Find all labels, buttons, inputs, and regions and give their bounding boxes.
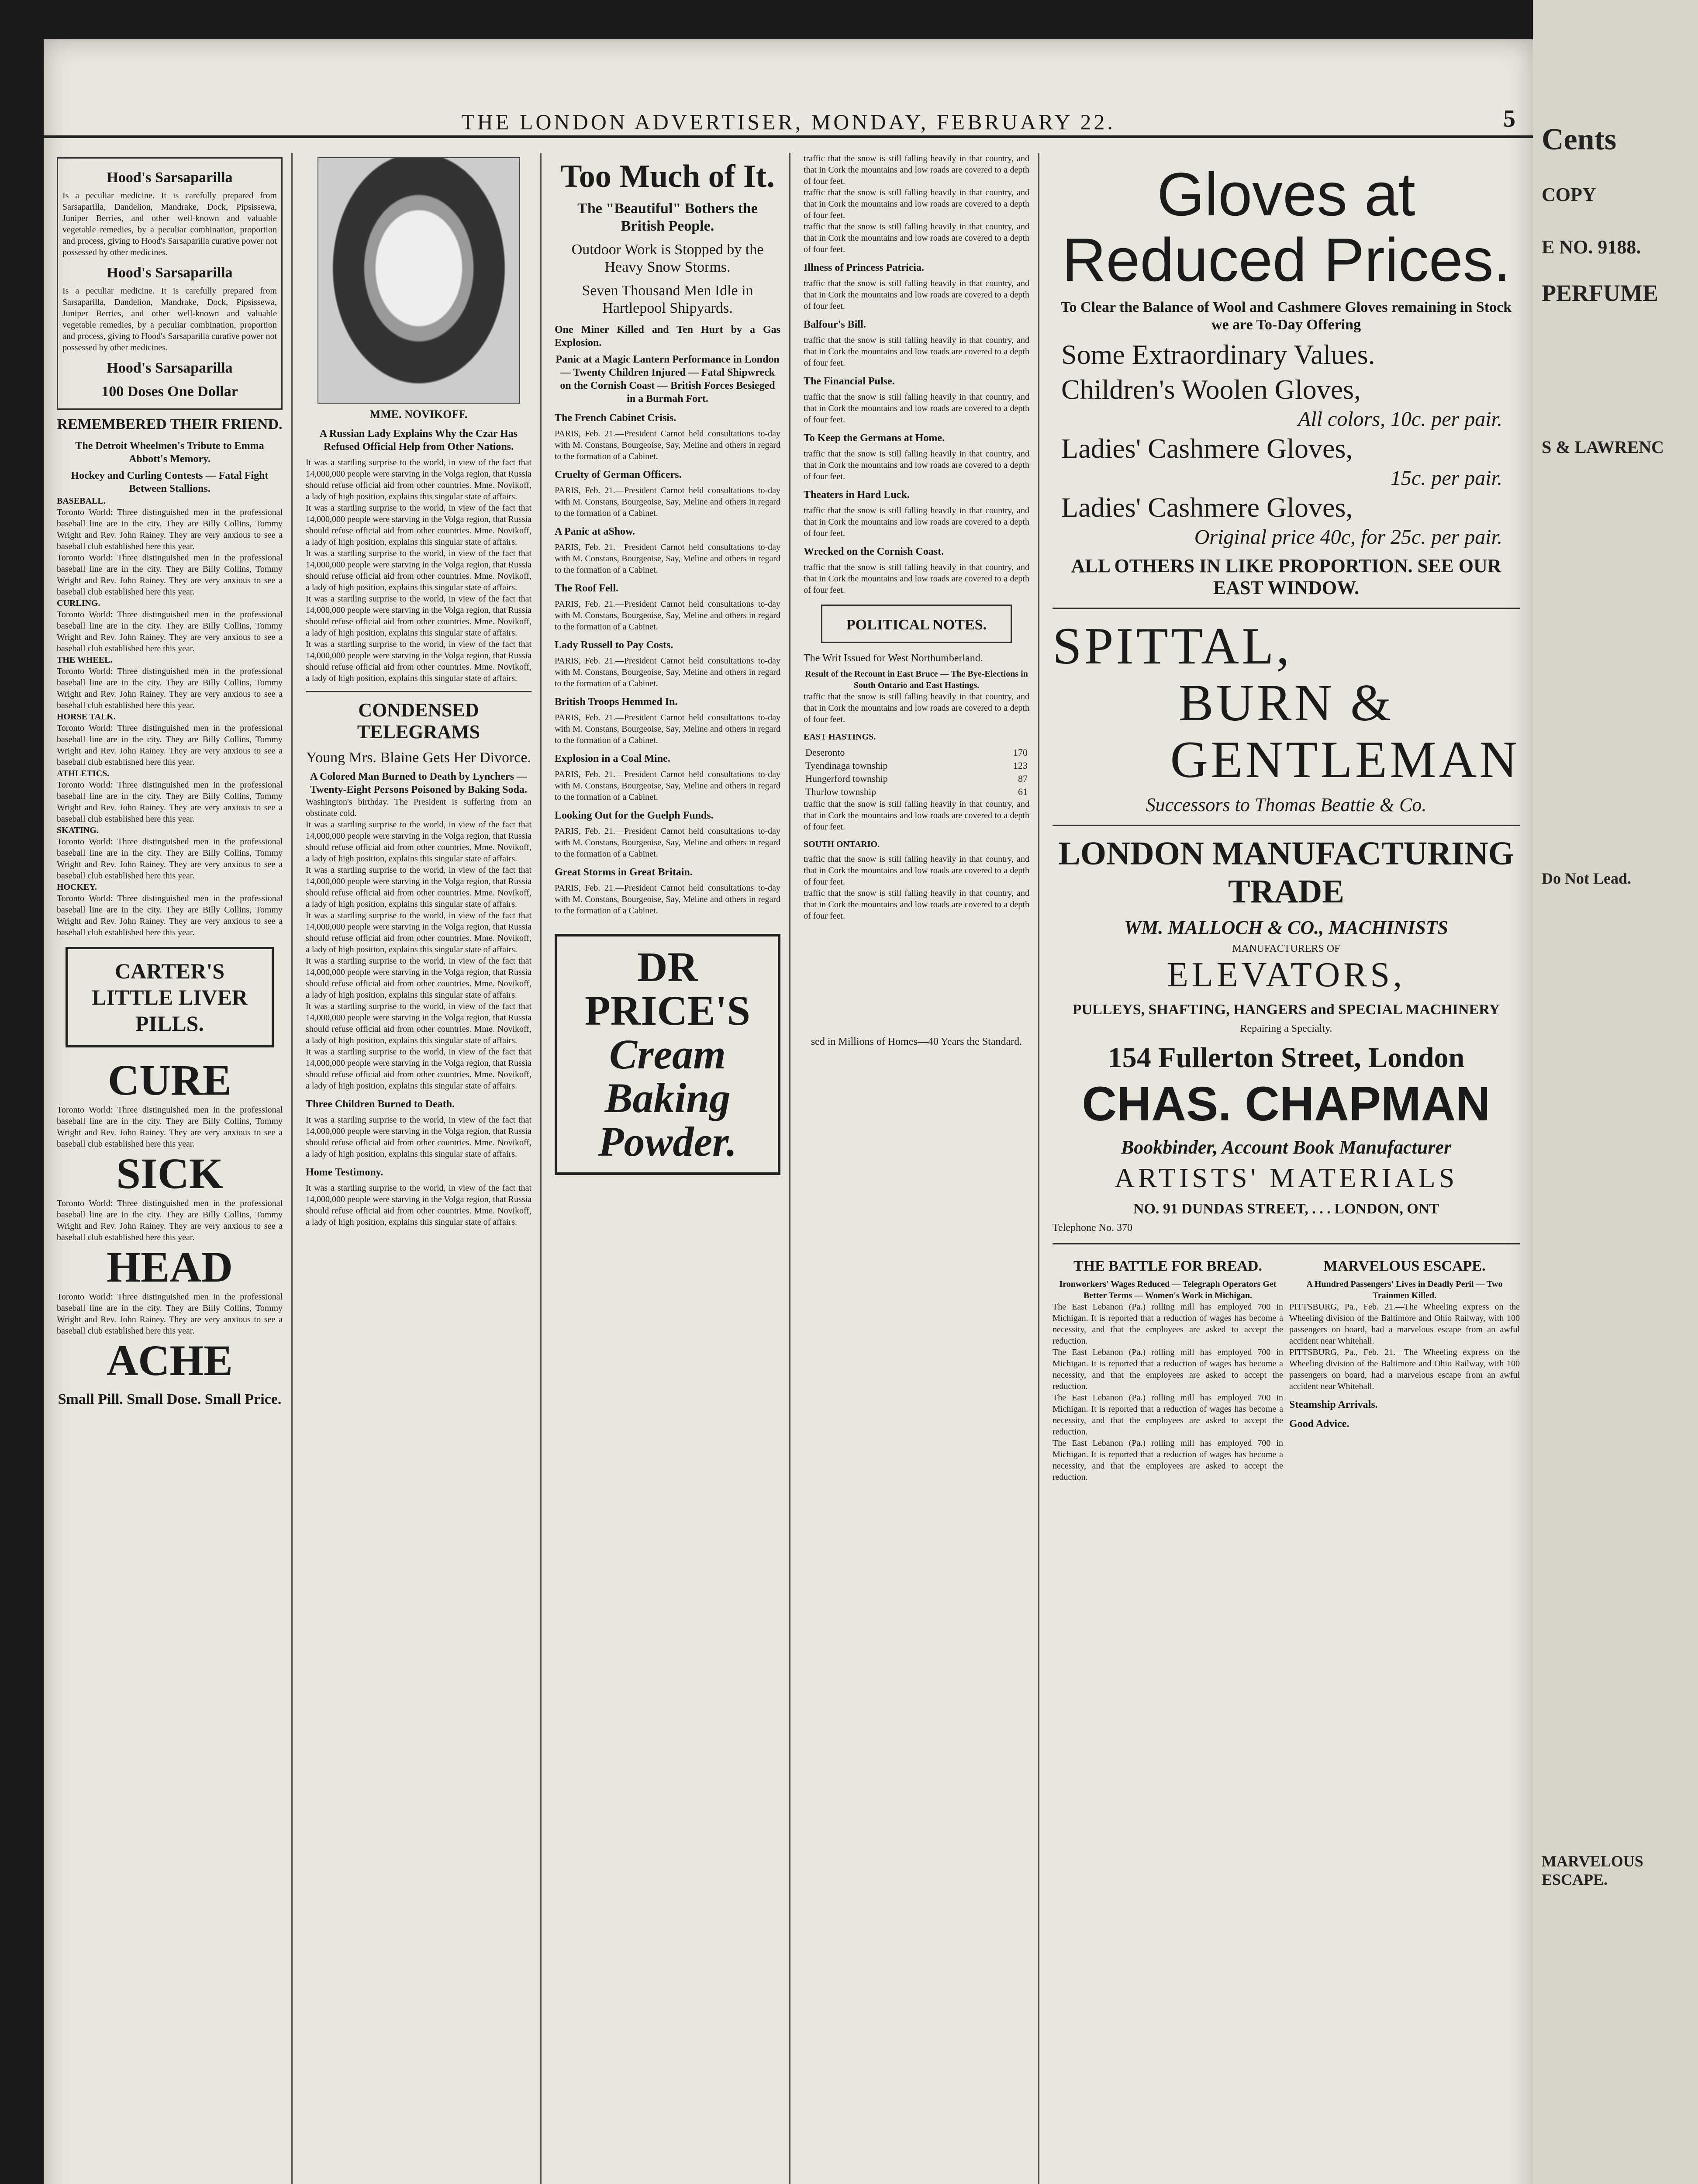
item-title: The Financial Pulse. [804, 376, 895, 387]
article-body: It was a startling surprise to the world, in view of the fact that 14,000,000 people were starving in the Volga region, that Russia should refuse official aid from other countries. Mme. Novikoff, a lady of high position, explains this singular state of affairs. [306, 1047, 531, 1091]
battle-article [1053, 1251, 1283, 1483]
ad-heading: Hood's Sarsaparilla [107, 360, 233, 376]
article-body: Toronto World: Three distinguished men in the professional baseball line are in the city. They are Billy Collins, Tommy Wright and Rev. John Rainey. They are very anxious to see a baseball club established here this year. [57, 837, 283, 881]
edge-fragment: MARVELOUS ESCAPE. [1542, 1852, 1643, 1888]
item-title: Wrecked on the Cornish Coast. [804, 546, 944, 557]
article-body: traffic that the snow is still falling heavily in that country, and that in Cork the mountains and low roads are covered to a depth of four feet. [804, 154, 1029, 186]
glove-line-price: 15c. per pair. [1391, 467, 1502, 490]
article-body: The East Lebanon (Pa.) rolling mill has employed 700 in Michigan. It is reported that a reduction of wages has become a necessity, and that the employees are asked to accept the reduction. [1053, 1348, 1283, 1391]
item-title: Theaters in Hard Luck. [804, 489, 910, 501]
section-label: SOUTH ONTARIO. [804, 840, 880, 849]
political-subtitle: The Writ Issued for West Northumberland. [804, 653, 983, 664]
dr-price-tagline: sed in Millions of Homes—40 Years the Standard. [811, 1036, 1022, 1047]
spittal-ad [1053, 618, 1520, 816]
article-deck: Panic at a Magic Lantern Performance in London — Twenty Children Injured — Fatal Shipwreck on the Cornish Coast — British Forces Besieged in a Burmah Fort. [556, 354, 780, 404]
edge-fragment: E NO. 9188. [1542, 236, 1641, 258]
item-title: Cruelty of German Officers. [555, 469, 682, 480]
item-title: Looking Out for the Guelph Funds. [555, 810, 714, 821]
item-title: Balfour's Bill. [804, 319, 866, 330]
section-label: BASEBALL. [57, 496, 106, 506]
subhead: Seven Thousand Men Idle in Hartlepool Shipyards. [582, 283, 753, 316]
item-title: Illness of Princess Patricia. [804, 262, 924, 273]
article-body: It was a startling surprise to the world, in view of the fact that 14,000,000 people were starving in the Volga region, that Russia should refuse official aid from other countries. Mme. Novikoff, a lady of high position, explains this singular state of affairs. [306, 865, 531, 909]
article-body: Toronto World: Three distinguished men in the professional baseball line are in the city. They are Billy Collins, Tommy Wright and Rev. John Rainey. They are very anxious to see a baseball club established here this year. [57, 508, 283, 551]
article-body: traffic that the snow is still falling heavily in that country, and that in Cork the mountains and low roads are covered to a depth of four feet. [804, 188, 1029, 220]
article-body: PITTSBURG, Pa., Feb. 21.—The Wheeling express on the Wheeling division of the Baltimore and Ohio Railway, with 100 passengers on board, had a marvelous escape from an awful accident near Whitehall. [1289, 1302, 1520, 1346]
article-title: Home Testimony. [306, 1167, 383, 1178]
gloves-ad [1053, 162, 1520, 599]
trade-ad [1053, 835, 1520, 1234]
condensed-deck: A Colored Man Burned to Death by Lynchers — Twenty-Eight Persons Poisoned by Baking Soda. [310, 771, 527, 795]
table-row: Tyendinaga township 123 [805, 760, 1028, 771]
item-title: The Roof Fell. [555, 583, 618, 594]
column-3 [546, 153, 790, 2184]
article-body: PITTSBURG, Pa., Feb. 21.—The Wheeling express on the Wheeling division of the Baltimore and Ohio Railway, with 100 passengers on board, had a marvelous escape from an awful accident near Whitehall. [1289, 1348, 1520, 1391]
article-body: traffic that the snow is still falling heavily in that country, and that in Cork the mountains and low roads are covered to a depth of four feet. [804, 799, 1029, 832]
item-title: British Troops Hemmed In. [555, 696, 678, 708]
glove-line-price: Original price 40c, for 25c. per pair. [1194, 525, 1502, 549]
steamship-title: Steamship Arrivals. [1289, 1399, 1378, 1410]
column-5-ads [1044, 153, 1529, 2184]
ad-body: Toronto World: Three distinguished men in the professional baseball line are in the city. They are Billy Collins, Tommy Wright and Rev. John Rainey. They are very anxious to see a baseball club established here this year. [57, 1199, 283, 1242]
item-title: Explosion in a Coal Mine. [555, 753, 670, 764]
article-body: The East Lebanon (Pa.) rolling mill has employed 700 in Michigan. It is reported that a reduction of wages has become a necessity, and that the employees are asked to accept the reduction. [1053, 1438, 1283, 1482]
adjacent-page-edge [1533, 0, 1698, 2184]
table-row: Thurlow township 61 [805, 786, 1028, 797]
carters-pills-logo: CARTER'S LITTLE LIVER PILLS. [66, 947, 274, 1047]
trade-title: LONDON MANUFACTURING TRADE [1058, 835, 1514, 910]
dr-price-logo: DR PRICE'S [585, 943, 750, 1034]
article-body: traffic that the snow is still falling heavily in that country, and that in Cork the mountains and low roads are covered to a depth of four feet. [804, 506, 1029, 538]
firm-name-2: BURN & [1178, 674, 1394, 732]
item-title: Lady Russell to Pay Costs. [555, 639, 673, 651]
article-body: It was a startling surprise to the world, in view of the fact that 14,000,000 people were starving in the Volga region, that Russia should refuse official aid from other countries. Mme. Novikoff, a lady of high position, explains this singular state of affairs. [306, 956, 531, 1000]
sick-word: SICK [116, 1149, 223, 1198]
article-deck: Hockey and Curling Contests — Fatal Fight Between Stallions. [71, 470, 269, 494]
ad-body: Is a peculiar medicine. It is carefully prepared from Sarsaparilla, Dandelion, Mandrake, Dock, Pipsissewa, Juniper Berries, and other well-known and valuable vegetable remedies, by a peculiar combination, proportion and process, giving to Hood's Sarsaparilla curative power not possessed by other medicines. [62, 191, 277, 257]
article-body: It was a startling surprise to the world, in view of the fact that 14,000,000 people were starving in the Volga region, that Russia should refuse official aid from other countries. Mme. Novikoff, a lady of high position, explains this singular state of affairs. [306, 549, 531, 592]
article-body: It was a startling surprise to the world, in view of the fact that 14,000,000 people were starving in the Volga region, that Russia should refuse official aid from other countries. Mme. Novikoff, a lady of high position, explains this singular state of affairs. [306, 1002, 531, 1045]
section-label: ATHLETICS. [57, 769, 110, 778]
section-label: THE WHEEL. [57, 655, 113, 665]
ad-footer: 100 Doses One Dollar [101, 384, 238, 400]
article-body: Toronto World: Three distinguished men in the professional baseball line are in the city. They are Billy Collins, Tommy Wright and Rev. John Rainey. They are very anxious to see a baseball club established here this year. [57, 667, 283, 710]
article-body: Toronto World: Three distinguished men in the professional baseball line are in the city. They are Billy Collins, Tommy Wright and Rev. John Rainey. They are very anxious to see a baseball club established here this year. [57, 894, 283, 937]
firm-name-1: SPITTAL, [1053, 617, 1292, 675]
article-body: Toronto World: Three distinguished men in the professional baseball line are in the city. They are Billy Collins, Tommy Wright and Rev. John Rainey. They are very anxious to see a baseball club established here this year. [57, 553, 283, 597]
newspaper-page [44, 39, 1533, 2184]
item-title: The French Cabinet Crisis. [555, 412, 676, 424]
article-body: PARIS, Feb. 21.—President Carnot held consultations to-day with M. Constans, Bourgeoise, Say, Meline and others in regard to the formation of a Cabinet. [555, 713, 780, 745]
article-body: It was a startling surprise to the world, in view of the fact that 14,000,000 people were starving in the Volga region, that Russia should refuse official aid from other countries. Mme. Novikoff, a lady of high position, explains this singular state of affairs. [306, 1183, 531, 1227]
section-label: CURLING. [57, 598, 100, 608]
article-body: It was a startling surprise to the world, in view of the fact that 14,000,000 people were starving in the Volga region, that Russia should refuse official aid from other countries. Mme. Novikoff, a lady of high position, explains this singular state of affairs. [306, 911, 531, 954]
article-body: It was a startling surprise to the world, in view of the fact that 14,000,000 people were starving in the Volga region, that Russia should refuse official aid from other countries. Mme. Novikoff, a lady of high position, explains this singular state of affairs. [306, 594, 531, 638]
article-body: traffic that the snow is still falling heavily in that country, and that in Cork the mountains and low roads are covered to a depth of four feet. [804, 449, 1029, 481]
glove-line-name: Children's Woolen Gloves, [1061, 374, 1361, 405]
article-title: Three Children Burned to Death. [306, 1099, 455, 1110]
ad-heading: Hood's Sarsaparilla [107, 265, 233, 281]
values-heading: Some Extraordinary Values. [1061, 339, 1375, 370]
gloves-subtitle: To Clear the Balance of Wool and Cashmere Gloves remaining in Stock we are To-Day Offering [1060, 299, 1512, 333]
ad-body: Is a peculiar medicine. It is carefully prepared from Sarsaparilla, Dandelion, Mandrake, Dock, Pipsissewa, Juniper Berries, and other well-known and valuable vegetable remedies, by a peculiar combination, proportion and process, giving to Hood's Sarsaparilla curative power not possessed by other medicines. [62, 286, 277, 352]
edge-fragment: Cents [1542, 123, 1617, 156]
article-body: traffic that the snow is still falling heavily in that country, and that in Cork the mountains and low roads are covered to a depth of four feet. [804, 888, 1029, 921]
head-word: HEAD [107, 1243, 233, 1291]
successors-line: Successors to Thomas Beattie & Co. [1146, 794, 1427, 816]
page-number: 5 [1503, 105, 1515, 132]
article-title: REMEMBERED THEIR FRIEND. [57, 416, 283, 432]
ad-heading: Hood's Sarsaparilla [107, 169, 233, 186]
section-label: HOCKEY. [57, 882, 97, 892]
table-row: Deseronto 170 [805, 747, 1028, 758]
condensed-title: CONDENSED TELEGRAMS [357, 699, 480, 743]
novikoff-portrait [318, 157, 520, 404]
column-1 [48, 153, 293, 2184]
main-headline: Too Much of It. [560, 159, 775, 194]
malloch-name: WM. MALLOCH & CO., MACHINISTS [1124, 917, 1449, 938]
article-body: It was a startling surprise to the world, in view of the fact that 14,000,000 people were starving in the Volga region, that Russia should refuse official aid from other countries. Mme. Novikoff, a lady of high position, explains this singular state of affairs. [306, 458, 531, 501]
carters-footer: Small Pill. Small Dose. Small Price. [58, 1391, 282, 1407]
political-deck: Result of the Recount in East Bruce — The Bye-Elections in South Ontario and East Hastings. [805, 669, 1028, 690]
ache-word: ACHE [107, 1336, 233, 1385]
article-body: PARIS, Feb. 21.—President Carnot held consultations to-day with M. Constans, Bourgeoise, Say, Meline and others in regard to the formation of a Cabinet. [555, 826, 780, 859]
ad-body: Toronto World: Three distinguished men in the professional baseball line are in the city. They are Billy Collins, Tommy Wright and Rev. John Rainey. They are very anxious to see a baseball club established here this year. [57, 1292, 283, 1336]
condensed-body: Washington's birthday. The President is suffering from an obstinate cold. [306, 797, 531, 818]
article-body: PARIS, Feb. 21.—President Carnot held consultations to-day with M. Constans, Bourgeoise, Say, Meline and others in regard to the formation of a Cabinet. [555, 883, 780, 916]
manufacturers-label: MANUFACTURERS OF [1232, 943, 1340, 954]
portrait-caption: MME. NOVIKOFF. [369, 408, 468, 421]
article-body: It was a startling surprise to the world, in view of the fact that 14,000,000 people were starving in the Volga region, that Russia should refuse official aid from other countries. Mme. Novikoff, a lady of high position, explains this singular state of affairs. [306, 503, 531, 547]
bookbinder-line: Bookbinder, Account Book Manufacturer [1121, 1137, 1452, 1158]
article-body: PARIS, Feb. 21.—President Carnot held consultations to-day with M. Constans, Bourgeoise, Say, Meline and others in regard to the formation of a Cabinet. [555, 543, 780, 575]
article-body: PARIS, Feb. 21.—President Carnot held consultations to-day with M. Constans, Bourgeoise, Say, Meline and others in regard to the formation of a Cabinet. [555, 429, 780, 461]
ad-body: Toronto World: Three distinguished men in the professional baseball line are in the city. They are Billy Collins, Tommy Wright and Rev. John Rainey. They are very anxious to see a baseball club established here this year. [57, 1105, 283, 1149]
article-body: Toronto World: Three distinguished men in the professional baseball line are in the city. They are Billy Collins, Tommy Wright and Rev. John Rainey. They are very anxious to see a baseball club established here this year. [57, 610, 283, 653]
item-title: To Keep the Germans at Home. [804, 432, 945, 444]
chapman-address: NO. 91 DUNDAS STREET, . . . LONDON, ONT [1133, 1201, 1439, 1217]
article-deck: Ironworkers' Wages Reduced — Telegraph Operators Get Better Terms — Women's Work in Michigan. [1059, 1279, 1277, 1300]
article-deck: A Hundred Passengers' Lives in Deadly Peril — Two Trainmen Killed. [1306, 1279, 1503, 1300]
street-address: 154 Fullerton Street, London [1108, 1042, 1465, 1074]
article-body: The East Lebanon (Pa.) rolling mill has employed 700 in Michigan. It is reported that a reduction of wages has become a necessity, and that the employees are asked to accept the reduction. [1053, 1302, 1283, 1346]
repairing-line: Repairing a Specialty. [1240, 1023, 1332, 1034]
edge-fragment: S & LAWRENC [1542, 437, 1664, 457]
advice-title: Good Advice. [1289, 1418, 1349, 1430]
article-body: traffic that the snow is still falling heavily in that country, and that in Cork the mountains and low roads are covered to a depth of four feet. [804, 335, 1029, 368]
subhead: One Miner Killed and Ten Hurt by a Gas Explosion. [555, 324, 780, 349]
dr-price-logo-2: Cream Baking [604, 1031, 731, 1121]
article-body: traffic that the snow is still falling heavily in that country, and that in Cork the mountains and low roads are covered to a depth of four feet. [804, 854, 1029, 887]
chapman-name: CHAS. CHAPMAN [1082, 1077, 1491, 1131]
column-4 [795, 153, 1039, 2184]
article-headline: A Russian Lady Explains Why the Czar Has Refused Official Help from Other Nations. [319, 428, 518, 453]
others-proportion: ALL OTHERS IN LIKE PROPORTION. SEE OUR EAST WINDOW. [1071, 555, 1501, 598]
article-subtitle: The Detroit Wheelmen's Tribute to Emma Abbott's Memory. [75, 440, 264, 465]
item-title: A Panic at aShow. [555, 526, 635, 537]
political-notes-box [821, 605, 1012, 643]
section-label: HORSE TALK. [57, 712, 116, 722]
item-title: Great Storms in Great Britain. [555, 867, 693, 878]
escape-article [1289, 1251, 1520, 1483]
artists-materials: ARTISTS' MATERIALS [1114, 1162, 1458, 1193]
article-body: The East Lebanon (Pa.) rolling mill has employed 700 in Michigan. It is reported that a reduction of wages has become a necessity, and that the employees are asked to accept the reduction. [1053, 1393, 1283, 1437]
cure-word: CURE [107, 1056, 232, 1104]
condensed-subtitle: Young Mrs. Blaine Gets Her Divorce. [306, 750, 531, 766]
article-body: PARIS, Feb. 21.—President Carnot held consultations to-day with M. Constans, Bourgeoise, Say, Meline and others in regard to the formation of a Cabinet. [555, 770, 780, 802]
gloves-title: Gloves at Reduced Prices. [1062, 160, 1511, 294]
firm-name-3: GENTLEMAN [1170, 730, 1520, 788]
article-body: It was a startling surprise to the world, in view of the fact that 14,000,000 people were starving in the Volga region, that Russia should refuse official aid from other countries. Mme. Novikoff, a lady of high position, explains this singular state of affairs. [306, 639, 531, 683]
column-2 [297, 153, 542, 2184]
subhead: The "Beautiful" Bothers the British People. [577, 200, 758, 234]
article-body: traffic that the snow is still falling heavily in that country, and that in Cork the mountains and low roads are covered to a depth of four feet. [804, 563, 1029, 595]
masthead: THE LONDON ADVERTISER, MONDAY, FEBRUARY 22. [44, 109, 1533, 138]
edge-fragment: PERFUME [1542, 280, 1658, 306]
article-body: traffic that the snow is still falling heavily in that country, and that in Cork the mountains and low roads are covered to a depth of four feet. [804, 222, 1029, 254]
article-body: It was a startling surprise to the world, in view of the fact that 14,000,000 people were starving in the Volga region, that Russia should refuse official aid from other countries. Mme. Novikoff, a lady of high position, explains this singular state of affairs. [306, 820, 531, 864]
article-body: It was a startling surprise to the world, in view of the fact that 14,000,000 people were starving in the Volga region, that Russia should refuse official aid from other countries. Mme. Novikoff, a lady of high position, explains this singular state of affairs. [306, 1115, 531, 1159]
edge-fragment: COPY [1542, 184, 1596, 205]
results-table [804, 746, 1029, 798]
bottom-articles [1053, 1251, 1520, 1483]
article-title: THE BATTLE FOR BREAD. [1073, 1258, 1262, 1274]
dr-price-ad [555, 934, 780, 1175]
article-body: traffic that the snow is still falling heavily in that country, and that in Cork the mountains and low roads are covered to a depth of four feet. [804, 692, 1029, 724]
article-body: traffic that the snow is still falling heavily in that country, and that in Cork the mountains and low roads are covered to a depth of four feet. [804, 279, 1029, 311]
article-body: Toronto World: Three distinguished men in the professional baseball line are in the city. They are Billy Collins, Tommy Wright and Rev. John Rainey. They are very anxious to see a baseball club established here this year. [57, 780, 283, 824]
article-body: PARIS, Feb. 21.—President Carnot held consultations to-day with M. Constans, Bourgeoise, Say, Meline and others in regard to the formation of a Cabinet. [555, 486, 780, 518]
edge-fragment: Do Not Lead. [1542, 870, 1631, 887]
section-label: SKATING. [57, 826, 99, 835]
table-row: Hungerford township 87 [805, 773, 1028, 784]
elevators-heading: ELEVATORS, [1167, 956, 1405, 994]
subhead: Outdoor Work is Stopped by the Heavy Snow Storms. [571, 242, 764, 275]
glove-line-name: Ladies' Cashmere Gloves, [1061, 492, 1353, 523]
article-title: MARVELOUS ESCAPE. [1323, 1258, 1486, 1274]
pulleys-line: PULLEYS, SHAFTING, HANGERS and SPECIAL MACHINERY [1072, 1002, 1500, 1018]
article-body: traffic that the snow is still falling heavily in that country, and that in Cork the mountains and low roads are covered to a depth of four feet. [804, 392, 1029, 425]
glove-line-name: Ladies' Cashmere Gloves, [1061, 433, 1353, 464]
glove-line-price: All colors, 10c. per pair. [1298, 408, 1502, 431]
section-label: EAST HASTINGS. [804, 732, 876, 742]
article-body: PARIS, Feb. 21.—President Carnot held consultations to-day with M. Constans, Bourgeoise, Say, Meline and others in regard to the formation of a Cabinet. [555, 599, 780, 632]
article-body: Toronto World: Three distinguished men in the professional baseball line are in the city. They are Billy Collins, Tommy Wright and Rev. John Rainey. They are very anxious to see a baseball club established here this year. [57, 723, 283, 767]
hoods-ad [57, 157, 283, 410]
telephone-line: Telephone No. 370 [1053, 1222, 1132, 1234]
political-title: POLITICAL NOTES. [846, 617, 987, 633]
article-body: PARIS, Feb. 21.—President Carnot held consultations to-day with M. Constans, Bourgeoise, Say, Meline and others in regard to the formation of a Cabinet. [555, 656, 780, 688]
dr-price-logo-3: Powder. [598, 1118, 737, 1165]
